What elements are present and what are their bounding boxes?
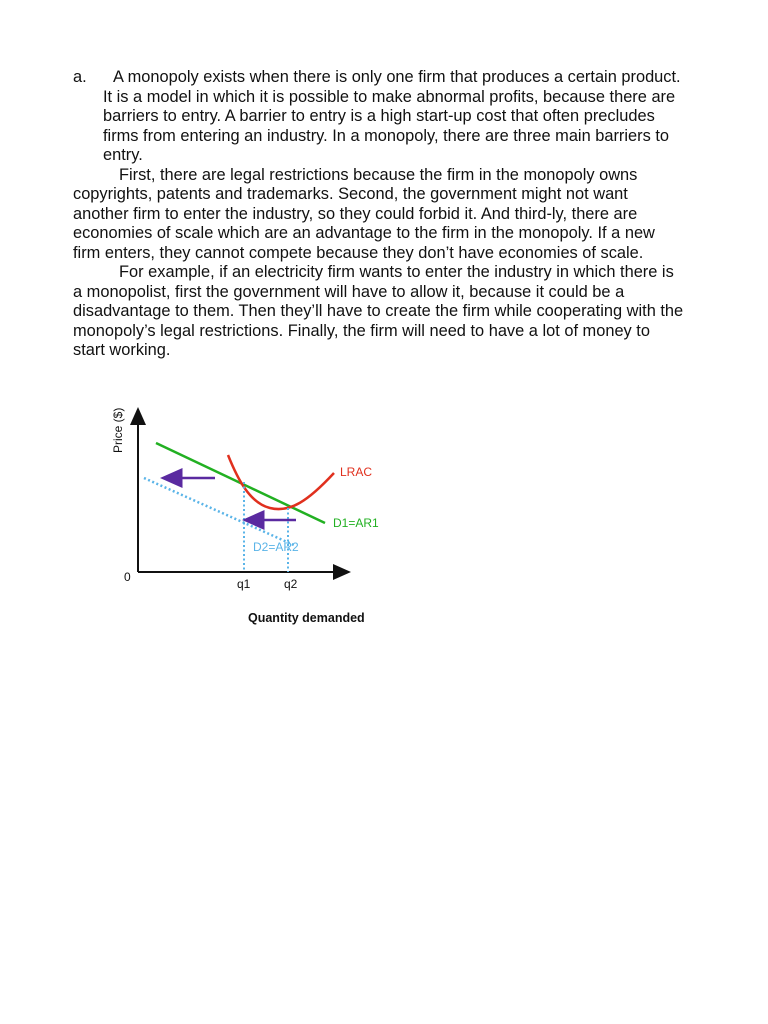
intro-paragraph: A monopoly exists when there is only one firm that produces a certain product. It is a model in which it is possible to make abnormal profits, because there are barriers to entry. A barrier to entry is a high start-up cost that often precludes firms from entering an industry. In a monopoly, there are three main barriers to entry. (103, 68, 681, 164)
list-marker: a. (73, 68, 87, 86)
d1-label: D1=AR1 (333, 516, 379, 530)
diagram-svg (100, 395, 420, 635)
x-axis-label: Quantity demanded (248, 611, 365, 625)
origin-label: 0 (124, 570, 131, 584)
monopoly-diagram (100, 395, 420, 635)
q1-label: q1 (237, 577, 251, 591)
barriers-paragraph: First, there are legal restrictions because the firm in the monopoly owns copyrights, patents and trademarks. Second, the government might not want another firm to enter the industry, so they could forbid it. And third-ly, there are economies of scale which are an advantage to the firm in the monopoly. If a new firm enters, they cannot compete because they don’t have economies of scale. (73, 165, 655, 262)
q2-label: q2 (284, 577, 298, 591)
d2-label: D2=AR2 (253, 540, 299, 554)
d2-curve (144, 478, 296, 546)
y-axis-label: Price ($) (111, 407, 125, 453)
example-paragraph: For example, if an electricity firm wants to enter the industry in which there is a monopolist, first the government will have to allow it, because it could be a disadvantage to them. Then they’ll have to create the firm while cooperating with the monopoly’s legal restrictions. Finally, the firm will need to have a lot of money to start working. (73, 263, 684, 359)
list-item-a (73, 68, 685, 166)
lrac-label: LRAC (340, 465, 373, 479)
document-body (73, 68, 685, 361)
